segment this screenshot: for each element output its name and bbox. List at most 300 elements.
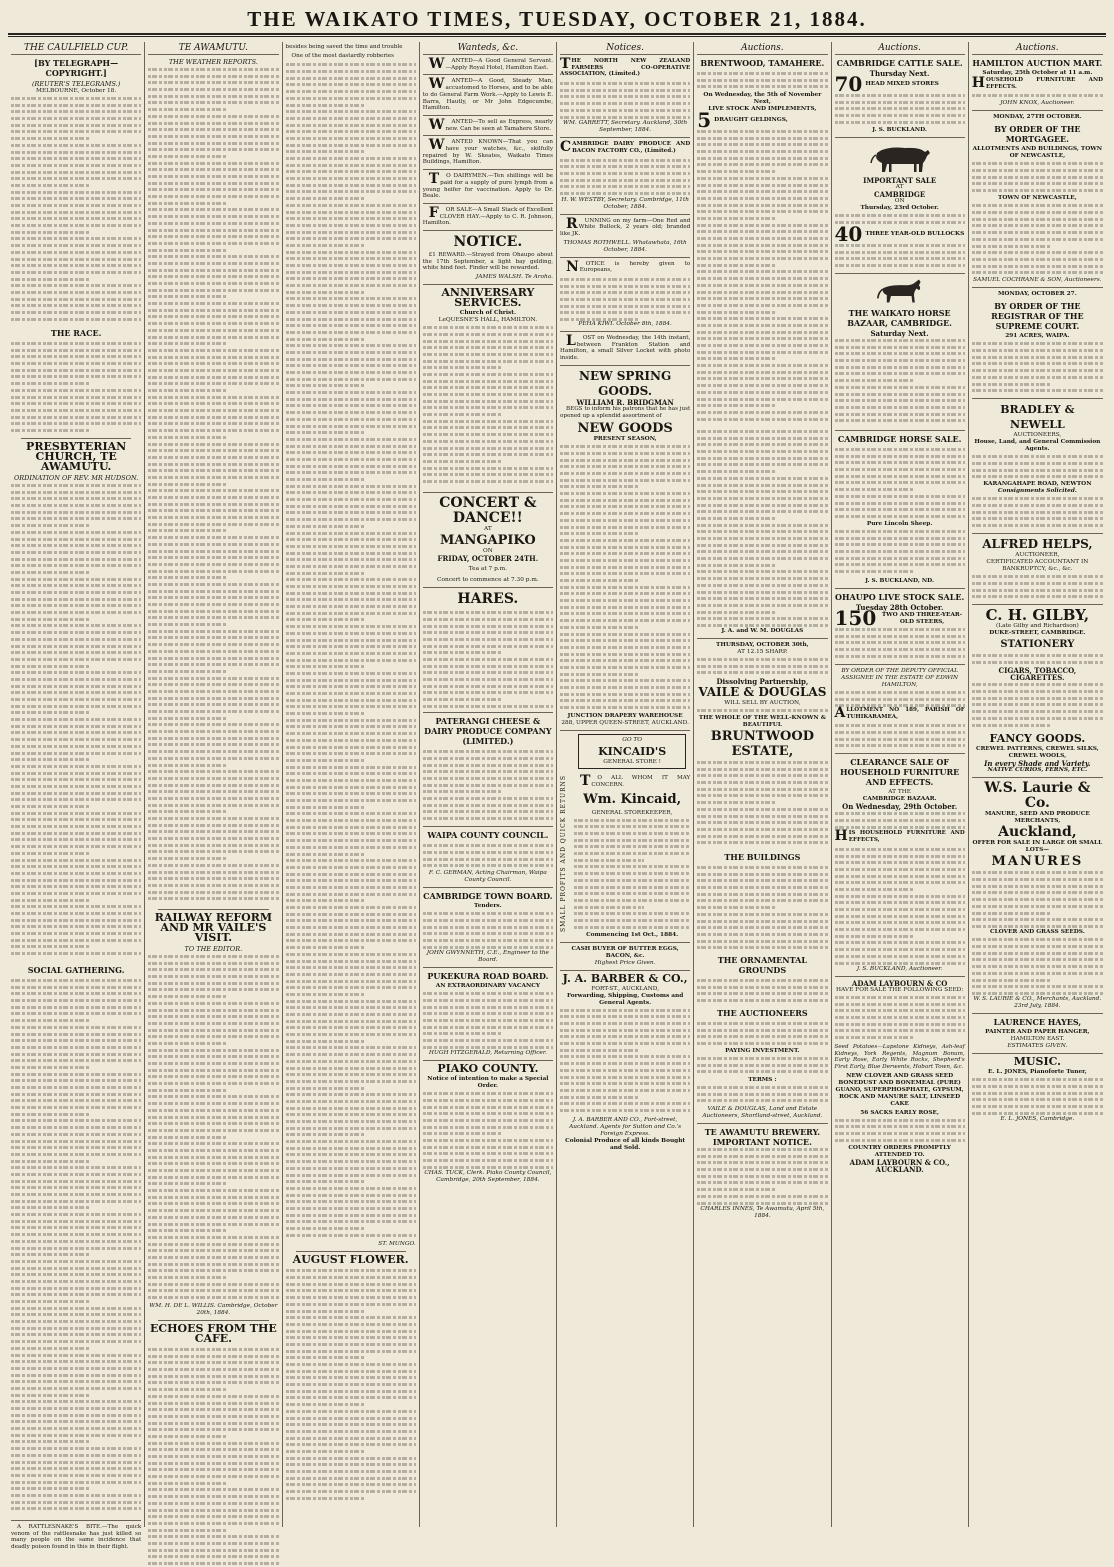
text-line: [835, 453, 965, 460]
text-line: [835, 653, 965, 660]
text-line: [286, 1408, 416, 1415]
text-line: [697, 488, 827, 495]
text-line: [560, 100, 690, 107]
present-season: PRESENT SEASON,: [593, 436, 657, 443]
text-line: [11, 622, 141, 629]
text-line: [148, 1493, 278, 1500]
text-line: [286, 222, 416, 229]
new-goods: NEW GOODS: [577, 421, 673, 437]
text-line: [148, 1033, 278, 1040]
text-line: [286, 891, 416, 898]
text-line: [11, 1378, 141, 1385]
text-line: [423, 782, 553, 789]
text-line: [286, 295, 416, 302]
text-line: [835, 742, 965, 749]
junction-warehouse: JUNCTION DRAPERY WAREHOUSE: [567, 713, 683, 720]
text-line: [286, 730, 416, 737]
text-line: [972, 956, 1103, 963]
text-line: [148, 133, 278, 140]
text-line: [423, 344, 553, 351]
text-line: [148, 1134, 278, 1141]
text-line: [697, 289, 827, 296]
text-line: [697, 806, 827, 813]
text-line: [423, 930, 553, 937]
text-line: [286, 469, 416, 476]
text-line: [148, 614, 278, 621]
text-line: [835, 810, 965, 817]
text-line: [11, 1091, 141, 1098]
text-line: [148, 394, 278, 401]
country-orders: COUNTRY ORDERS PROMPTLY ATTENDED TO.: [848, 1144, 951, 1158]
text-line: [835, 626, 965, 633]
laurie-offer: OFFER FOR SALE IN LARGE OR SMALL LOTS—: [972, 840, 1103, 854]
pukekura-sign: HUGH FITZGERALD, Returning Officer.: [428, 1050, 547, 1057]
text-line: [697, 813, 827, 820]
text-line: [423, 351, 553, 358]
text-line: [148, 1047, 278, 1054]
divider: [972, 1053, 1103, 1054]
text-line: [11, 235, 141, 242]
text-line: [148, 1480, 278, 1487]
text-line: [286, 209, 416, 216]
text-line: [11, 1158, 141, 1165]
text-line: [11, 347, 141, 354]
text-line: [148, 367, 278, 374]
text-line: [148, 966, 278, 973]
text-line: [286, 958, 416, 965]
text-line: [286, 1448, 416, 1455]
text-line: [11, 649, 141, 656]
allotment-text: [835, 722, 965, 750]
text-line: [835, 384, 965, 391]
spring-goods-heading: NEW SPRING GOODS.: [578, 368, 672, 398]
text-line: [286, 503, 416, 510]
text-line: [11, 1211, 141, 1218]
text-line: [148, 1140, 278, 1147]
concert-on: ON: [482, 548, 493, 555]
highest-price: Highest Price Given.: [594, 959, 656, 966]
text-line: [148, 99, 278, 106]
text-line: [286, 142, 416, 149]
text-line: [11, 1352, 141, 1359]
text-line: [11, 175, 141, 182]
text-line: [835, 459, 965, 466]
important-sale: IMPORTANT SALE: [863, 176, 937, 185]
text-line: [423, 623, 553, 630]
text-line: [697, 871, 827, 878]
cattle-sale-heading: CAMBRIDGE CATTLE SALE.: [836, 58, 963, 68]
text-line: [286, 443, 416, 450]
text-line: [560, 651, 690, 658]
text-line: [697, 799, 827, 806]
text-line: [835, 1137, 965, 1144]
laurie-sign: W. S. LAURIE & CO., Merchants, Auckland. 23rd July, 1884.: [973, 996, 1102, 1010]
pateangi-heading: PATERANGI CHEESE & DAIRY PRODUCE COMPANY (LIMITED.): [424, 716, 552, 747]
auction-text: [697, 707, 827, 715]
waipa-sign: F. C. GERMAN, Acting Chairman, Waipa County Council.: [428, 870, 547, 884]
text-line: [148, 1473, 278, 1480]
notice-reward: £1 REWARD.—Strayed from Ohaupo about the 17th September, a light bay gelding, white hind feet. Finder will be rewarded.: [422, 252, 553, 272]
text-line: [11, 549, 141, 556]
dateline: MELBOURNE, October 18.: [36, 88, 117, 94]
text-line: [11, 542, 141, 549]
text-line: [148, 721, 278, 728]
text-line: [423, 842, 553, 849]
text-line: [560, 1027, 690, 1034]
text-line: [697, 1020, 827, 1027]
concert-at: AT: [484, 526, 492, 533]
text-line: [423, 445, 553, 452]
brentwood-heading: BRENTWOOD, TAMAHERE.: [700, 58, 825, 68]
text-line: [697, 1193, 827, 1200]
pukekura-heading: PUKEKURA ROAD BOARD.: [427, 971, 549, 982]
text-line: [286, 616, 416, 623]
text-line: [286, 884, 416, 891]
text-line: [148, 601, 278, 608]
text-line: [148, 681, 278, 688]
text-line: [697, 482, 827, 489]
text-line: [697, 282, 827, 289]
text-line: [835, 493, 965, 500]
text-line: [11, 189, 141, 196]
text-line: [11, 282, 141, 289]
text-line: [560, 470, 690, 477]
text-line: [286, 336, 416, 343]
text-line: [560, 309, 690, 316]
text-line: [972, 354, 1103, 361]
text-line: [286, 1198, 416, 1205]
text-line: [423, 649, 553, 656]
text-line: [286, 1218, 416, 1225]
text-line: [697, 602, 827, 609]
pateangi-text: [423, 748, 553, 823]
text-line: [835, 255, 965, 262]
text-line: [697, 1173, 827, 1180]
text-line: [11, 689, 141, 696]
text-line: [11, 736, 141, 743]
text-line: [148, 1453, 278, 1460]
text-line: [286, 777, 416, 784]
running-notice: RUNNING on my farm—One Red and White Bullock, 2 years old; branded like JK.: [560, 215, 691, 237]
text-line: [697, 1084, 827, 1091]
text-line: [11, 316, 141, 323]
text-line: [11, 556, 141, 563]
cambridge-label: CAMBRIDGE: [874, 190, 926, 199]
text-line: [697, 1033, 827, 1040]
text-line: [560, 584, 690, 591]
text-line: [148, 675, 278, 682]
text-line: [423, 808, 553, 815]
text-line: [11, 582, 141, 589]
text-line: [423, 856, 553, 863]
text-line: [286, 68, 416, 75]
text-line: [423, 910, 553, 917]
text-line: [11, 1231, 141, 1238]
text-line: [697, 669, 827, 676]
masthead-rule: [8, 33, 1106, 35]
text-line: [560, 671, 690, 678]
text-line: [148, 1200, 278, 1207]
kincaid-fullname: Wm. Kincaid,: [583, 791, 682, 807]
text-line: [11, 155, 141, 162]
text-line: [11, 850, 141, 857]
pukekura-text: [423, 990, 553, 1050]
text-line: [286, 944, 416, 951]
text-line: [11, 202, 141, 209]
text-line: [835, 1117, 965, 1124]
text-line: [286, 81, 416, 88]
text-line: [286, 389, 416, 396]
text-line: [286, 563, 416, 570]
sacks-text: [835, 1117, 965, 1145]
text-line: [286, 703, 416, 710]
text-line: [11, 836, 141, 843]
text-line: [560, 517, 690, 524]
jones-sign: E. L. JONES, Cambridge.: [1000, 1116, 1075, 1123]
masthead-title: THE WAIKATO TIMES, TUESDAY, OCTOBER 21, 1884.: [247, 7, 867, 31]
horse-icon: [865, 277, 935, 305]
text-line: [835, 105, 965, 112]
divider: [697, 638, 827, 639]
divider: [423, 74, 553, 75]
church-heading: PRESBYTERIAN CHURCH, TE AWAMUTU.: [26, 440, 127, 473]
text-line: [972, 187, 1103, 194]
text-line: [286, 356, 416, 363]
text-line: [835, 242, 965, 249]
text-line: [835, 119, 965, 126]
text-line: [972, 160, 1103, 167]
anniversary-hall: LeQUESNE'S HALL, HAMILTON.: [438, 317, 538, 324]
cambridge-text: [423, 910, 553, 950]
text-line: [11, 1258, 141, 1265]
text-line: [697, 1091, 827, 1098]
text-line: [11, 1485, 141, 1492]
text-line: [148, 527, 278, 534]
text-line: [697, 1040, 827, 1047]
text-line: [286, 837, 416, 844]
text-line: [11, 1031, 141, 1038]
text-line: [972, 916, 1103, 923]
text-line: [286, 122, 416, 129]
lincoln-sheep: Pure Lincoln Sheep.: [866, 521, 933, 527]
text-line: [972, 889, 1103, 896]
text-line: [835, 555, 965, 562]
piako-heading: PIAKO COUNTY.: [437, 1062, 539, 1076]
text-line: [148, 253, 278, 260]
ad-farm-man: WANTED—A Good, Steady Man, accustomed to Horses, and to be able to do General Farm Work.—Apply to Lewis E. Barra, Hautly, or Mr John Edgecumbe, Hamilton.: [422, 76, 553, 112]
text-line: [148, 688, 278, 695]
text-line: [697, 275, 827, 282]
text-line: [286, 1111, 416, 1118]
text-line: [574, 857, 690, 864]
text-line: [286, 1158, 416, 1165]
text-line: [11, 502, 141, 509]
divider: [423, 712, 553, 713]
text-line: [286, 1058, 416, 1065]
text-line: [11, 262, 141, 269]
text-line: [11, 923, 141, 930]
text-line: [286, 342, 416, 349]
text-line: [11, 1191, 141, 1198]
text-line: [560, 697, 690, 704]
text-line: [148, 1406, 278, 1413]
text-line: [697, 1146, 827, 1153]
helps-text: [972, 573, 1103, 601]
text-line: [697, 508, 827, 515]
consignments: Consignments Solicited.: [997, 488, 1077, 495]
text-line: [697, 309, 827, 316]
text-line: [11, 169, 141, 176]
whom-notice: TO ALL WHOM IT MAY CONCERN.: [580, 773, 691, 790]
text-line: [286, 1225, 416, 1232]
text-line: [148, 993, 278, 1000]
text-line: [11, 663, 141, 670]
text-line: [286, 978, 416, 985]
text-line: [835, 446, 965, 453]
buildings-heading: THE BUILDINGS: [724, 852, 801, 862]
barber-heading: J. A. BARBER & CO.,: [562, 971, 688, 985]
text-line: [286, 750, 416, 757]
text-line: [11, 1198, 141, 1205]
text-line: [286, 550, 416, 557]
text-line: [11, 609, 141, 616]
text-line: [560, 1107, 690, 1114]
text-line: [11, 669, 141, 676]
column-7: [832, 42, 969, 1527]
text-line: [286, 202, 416, 209]
text-line: [574, 890, 690, 897]
text-line: [148, 1346, 278, 1353]
text-line: [286, 857, 416, 864]
text-line: [697, 772, 827, 779]
text-line: [148, 481, 278, 488]
text-line: [286, 1435, 416, 1442]
text-line: [286, 108, 416, 115]
text-line: [11, 750, 141, 757]
text-line: [148, 1433, 278, 1440]
text-line: [835, 486, 965, 493]
text-line: [697, 562, 827, 569]
sacks: 56 SACKS EARLY ROSE,: [860, 1109, 939, 1116]
text-line: [148, 120, 278, 127]
text-line: [286, 1192, 416, 1199]
piako-sub: Notice of intention to make a Special Order.: [427, 1076, 549, 1090]
text-line: [560, 114, 690, 121]
text-line: [148, 407, 278, 414]
text-line: [286, 449, 416, 456]
text-line: [835, 473, 965, 480]
text-line: [11, 1338, 141, 1345]
text-line: [286, 998, 416, 1005]
text-line: [286, 215, 416, 222]
text-line: [148, 1527, 278, 1534]
text-line: [11, 1024, 141, 1031]
text-line: [697, 461, 827, 468]
divider: [158, 1320, 268, 1321]
rattlesnake-para: A RATTLESNAKE'S BITE.—The quick venom of the rattlesnake has just killed so many people on the same incidence that deadly poison found in this in their flight.: [11, 1524, 142, 1551]
text-line: [560, 450, 690, 457]
text-line: [11, 149, 141, 156]
text-line: [697, 944, 827, 951]
text-line: [148, 1413, 278, 1420]
text-line: [286, 1314, 416, 1321]
text-line: [11, 1178, 141, 1185]
text-line: [697, 555, 827, 562]
text-line: [286, 275, 416, 282]
text-line: [148, 655, 278, 662]
masthead-rule-thin: [8, 36, 1106, 37]
text-line: [148, 434, 278, 441]
bazaar-list: [835, 337, 965, 427]
text-line: [11, 1358, 141, 1365]
divider: [835, 753, 965, 754]
text-line: [835, 479, 965, 486]
divider: [423, 115, 553, 116]
text-line: [835, 729, 965, 736]
column-2-head: TE AWAMUTU.: [148, 42, 278, 55]
text-line: [560, 316, 690, 323]
text-line: [286, 489, 416, 496]
divider: [423, 203, 553, 204]
text-line: [835, 866, 965, 873]
ad-servant: WANTED—A Good General Servant.—Apply Royal Hotel, Hamilton East.: [428, 56, 553, 72]
text-line: [148, 1359, 278, 1366]
column-6: [694, 42, 831, 1527]
text-line: [286, 670, 416, 677]
text-line: [697, 188, 827, 195]
duke-street: DUKE-STREET, CAMBRIDGE.: [989, 630, 1086, 637]
text-line: [286, 148, 416, 155]
colonial-produce: Colonial Produce of all kinds Bought and Sold.: [565, 1137, 686, 1151]
text-line: [972, 573, 1103, 580]
text-line: [148, 634, 278, 641]
kincaid-block: [560, 734, 690, 938]
text-line: [286, 1354, 416, 1361]
text-line: [286, 871, 416, 878]
text-line: [148, 267, 278, 274]
text-line: [972, 263, 1103, 270]
text-line: [11, 656, 141, 663]
text-line: [423, 1164, 553, 1171]
text-line: [697, 389, 827, 396]
divider: [423, 230, 553, 231]
text-line: [148, 1234, 278, 1241]
text-line: [148, 1254, 278, 1261]
divider: [835, 273, 965, 274]
text-line: [423, 364, 553, 371]
text-line: [148, 554, 278, 561]
auctioneers-name: J. A. and W. M. DOUGLAS: [721, 628, 804, 634]
text-line: [11, 1372, 141, 1379]
text-line: [148, 762, 278, 769]
text-line: [835, 913, 965, 920]
barber-address: FORT-ST., AUCKLAND,: [591, 985, 660, 992]
text-line: [423, 1097, 553, 1104]
text-line: [11, 843, 141, 850]
text-line: [697, 839, 827, 846]
music-heading: MUSIC.: [1013, 1055, 1061, 1069]
text-line: [148, 775, 278, 782]
text-line: [286, 1481, 416, 1488]
text-line: [148, 1227, 278, 1234]
text-line: [286, 824, 416, 831]
text-line: [148, 788, 278, 795]
text-line: [148, 126, 278, 133]
grounds-text: [697, 977, 827, 1005]
text-line: [560, 677, 690, 684]
laurie-name: W.S. Laurie & Co.: [984, 780, 1091, 812]
text-line: [286, 984, 416, 991]
